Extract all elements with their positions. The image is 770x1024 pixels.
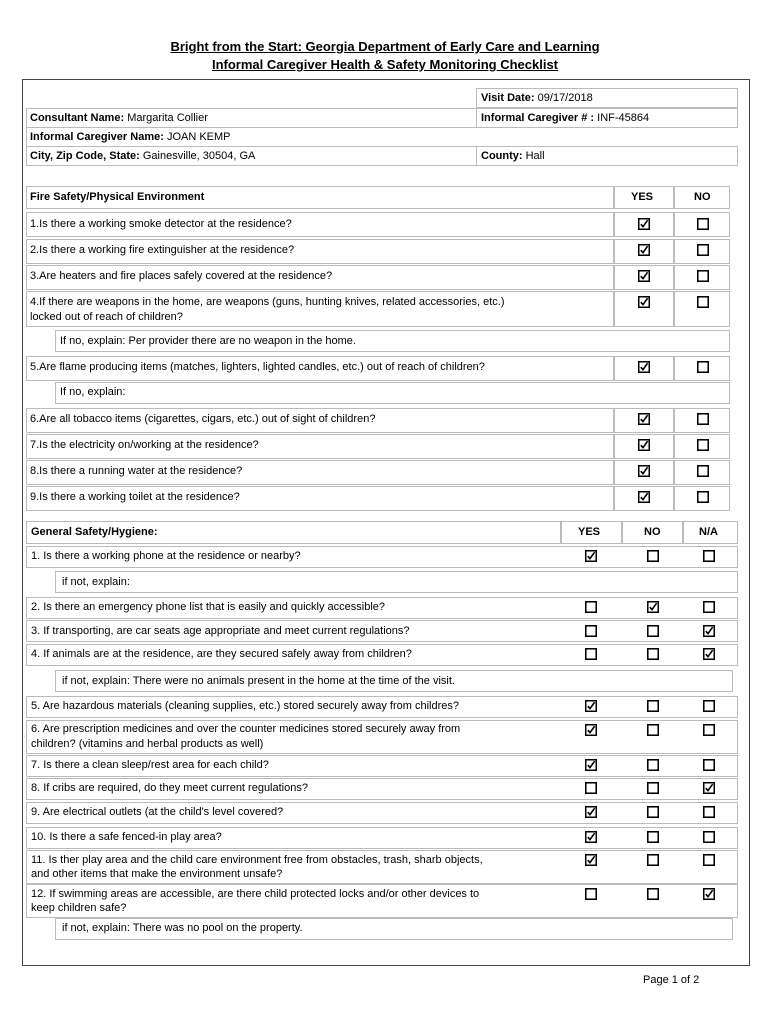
caregiver-number-label: Informal Caregiver # : [481, 112, 595, 124]
general-q6-no-checkbox[interactable] [647, 724, 659, 736]
general-yes-header: YES [578, 526, 601, 538]
general-q4: 4. If animals are at the residence, are they secured safely away from children? [31, 648, 412, 660]
general-q7-yes-checkbox[interactable] [585, 759, 597, 771]
general-q3-na-checkbox[interactable] [703, 625, 715, 637]
general-q10: 10. Is there a safe fenced-in play area? [31, 831, 222, 843]
caregiver-name-label: Informal Caregiver Name: [30, 131, 164, 143]
page-number: Page 1 of 2 [643, 974, 700, 986]
general-q2-na-checkbox[interactable] [703, 601, 715, 613]
fire-q7-yes-checkbox[interactable] [638, 439, 650, 451]
city-value: Gainesville, 30504, GA [142, 150, 256, 162]
general-q2-no-checkbox[interactable] [647, 601, 659, 613]
fire-q4-yes-checkbox[interactable] [638, 296, 650, 308]
caregiver-name-box [26, 127, 476, 147]
fire-q2-no-checkbox[interactable] [697, 244, 709, 256]
consultant-box [26, 108, 476, 128]
general-q6-line2: children? (vitamins and herbal products as well) [31, 738, 264, 750]
general-q2-yes-checkbox[interactable] [585, 601, 597, 613]
fire-q5: 5.Are flame producing items (matches, lighters, lighted candles, etc.) out of reach of children? [30, 361, 485, 373]
fire-q3-yes-checkbox[interactable] [638, 270, 650, 282]
general-q9-na-checkbox[interactable] [703, 806, 715, 818]
fire-no-header: NO [694, 191, 711, 203]
general-no-header: NO [644, 526, 661, 538]
caregiver-name-value: JOAN KEMP [166, 131, 231, 143]
general-q11-yes-checkbox[interactable] [585, 854, 597, 866]
fire-q5-yes-checkbox[interactable] [638, 361, 650, 373]
fire-q6: 6.Are all tobacco items (cigarettes, cigars, etc.) out of sight of children? [30, 413, 376, 425]
fire-q5-no-checkbox[interactable] [697, 361, 709, 373]
general-q12-yes-checkbox[interactable] [585, 888, 597, 900]
caregiver-number-value: INF-45864 [597, 112, 650, 124]
county-value: Hall [525, 150, 545, 162]
general-explain1: if not, explain: [62, 576, 130, 588]
document-title: Bright from the Start: Georgia Department of Early Care and Learning [170, 39, 600, 54]
general-q1-yes-checkbox[interactable] [585, 550, 597, 562]
fire-q4-line2: locked out of reach of children? [30, 311, 183, 323]
general-q6-na-checkbox[interactable] [703, 724, 715, 736]
general-q7-no-checkbox[interactable] [647, 759, 659, 771]
fire-q1: 1.Is there a working smoke detector at the residence? [30, 218, 292, 230]
general-q5: 5. Are hazardous materials (cleaning supplies, etc.) stored securely away from childres? [31, 700, 459, 712]
general-q10-yes-checkbox[interactable] [585, 831, 597, 843]
consultant-label: Consultant Name: [30, 112, 125, 124]
general-q6-yes-checkbox[interactable] [585, 724, 597, 736]
fire-q7-no-checkbox[interactable] [697, 439, 709, 451]
general-heading: General Safety/Hygiene: [31, 526, 158, 538]
general-na-header: N/A [699, 526, 718, 538]
county-box [476, 146, 738, 166]
general-q11-no-checkbox[interactable] [647, 854, 659, 866]
fire-q2: 2.Is there a working fire extinguisher at the residence? [30, 244, 295, 256]
fire-heading: Fire Safety/Physical Environment [30, 191, 205, 203]
fire-q8-no-checkbox[interactable] [697, 465, 709, 477]
general-q10-no-checkbox[interactable] [647, 831, 659, 843]
general-q1-na-checkbox[interactable] [703, 550, 715, 562]
fire-q9: 9.Is there a working toilet at the residence? [30, 491, 240, 503]
general-q9-no-checkbox[interactable] [647, 806, 659, 818]
fire-q6-no-checkbox[interactable] [697, 413, 709, 425]
general-q4-yes-checkbox[interactable] [585, 648, 597, 660]
fire-q1-no-checkbox[interactable] [697, 218, 709, 230]
visit-date-box [476, 88, 738, 108]
general-q4-no-checkbox[interactable] [647, 648, 659, 660]
general-q1-no-checkbox[interactable] [647, 550, 659, 562]
general-q12-no-checkbox[interactable] [647, 888, 659, 900]
general-q12-na-checkbox[interactable] [703, 888, 715, 900]
general-q5-no-checkbox[interactable] [647, 700, 659, 712]
general-q8-no-checkbox[interactable] [647, 782, 659, 794]
general-q5-na-checkbox[interactable] [703, 700, 715, 712]
general-q12-line1: 12. If swimming areas are accessible, are there child protected locks and/or other devices to [31, 888, 480, 900]
fire-q9-no-checkbox[interactable] [697, 491, 709, 503]
city-box [26, 146, 476, 166]
fire-q2-yes-checkbox[interactable] [638, 244, 650, 256]
fire-q9-yes-checkbox[interactable] [638, 491, 650, 503]
general-q3-no-checkbox[interactable] [647, 625, 659, 637]
caregiver-number-box [476, 108, 738, 128]
general-q3-yes-checkbox[interactable] [585, 625, 597, 637]
county-label: County: [481, 150, 523, 162]
fire-q8: 8.Is there a running water at the residence? [30, 465, 243, 477]
general-q11-na-checkbox[interactable] [703, 854, 715, 866]
general-explain4: if not, explain: There were no animals present in the home at the time of the visit. [62, 675, 455, 687]
general-q8-yes-checkbox[interactable] [585, 782, 597, 794]
consultant-value: Margarita Collier [127, 112, 208, 124]
general-q5-yes-checkbox[interactable] [585, 700, 597, 712]
general-q9-yes-checkbox[interactable] [585, 806, 597, 818]
fire-explain4: If no, explain: Per provider there are no weapon in the home. [60, 335, 356, 347]
fire-q3: 3.Are heaters and fire places safely covered at the residence? [30, 270, 333, 282]
visit-date-label: Visit Date: [481, 92, 535, 104]
fire-explain5-box [55, 382, 730, 404]
fire-q4-line1: 4.If there are weapons in the home, are weapons (guns, hunting knives, related accessories, etc.) [30, 296, 505, 308]
general-q4-na-checkbox[interactable] [703, 648, 715, 660]
general-q11-line1: 11. Is ther play area and the child care environment free from obstacles, trash, sharb objects, [31, 854, 483, 866]
fire-explain5: If no, explain: [60, 386, 126, 398]
general-explain12: if not, explain: There was no pool on the property. [62, 922, 303, 934]
general-explain1-box [55, 571, 738, 593]
general-q8: 8. If cribs are required, do they meet current regulations? [31, 782, 308, 794]
visit-date-value: 09/17/2018 [537, 92, 593, 104]
general-q9: 9. Are electrical outlets (at the child's level covered? [31, 806, 284, 818]
general-q7-na-checkbox[interactable] [703, 759, 715, 771]
general-q8-na-checkbox[interactable] [703, 782, 715, 794]
general-q6-line1: 6. Are prescription medicines and over the counter medicines stored securely away from [31, 723, 461, 735]
document-subtitle: Informal Caregiver Health & Safety Monitoring Checklist [211, 57, 559, 72]
general-q10-na-checkbox[interactable] [703, 831, 715, 843]
general-q11-line2: and other items that make the environment unsafe? [31, 868, 283, 880]
fire-q1-yes-checkbox[interactable] [638, 218, 650, 230]
general-q7: 7. Is there a clean sleep/rest area for each child? [31, 759, 269, 771]
fire-yes-header: YES [631, 191, 654, 203]
general-q1: 1. Is there a working phone at the residence or nearby? [31, 550, 301, 562]
general-q12-line2: keep children safe? [31, 902, 127, 914]
fire-q6-yes-checkbox[interactable] [638, 413, 650, 425]
general-q3: 3. If transporting, are car seats age appropriate and meet current regulations? [31, 625, 410, 637]
fire-q7: 7.Is the electricity on/working at the residence? [30, 439, 259, 451]
fire-q4-no-checkbox[interactable] [697, 296, 709, 308]
fire-q8-yes-checkbox[interactable] [638, 465, 650, 477]
city-label: City, Zip Code, State: [30, 150, 140, 162]
general-q2: 2. Is there an emergency phone list that is easily and quickly accessible? [31, 601, 386, 613]
fire-q3-no-checkbox[interactable] [697, 270, 709, 282]
